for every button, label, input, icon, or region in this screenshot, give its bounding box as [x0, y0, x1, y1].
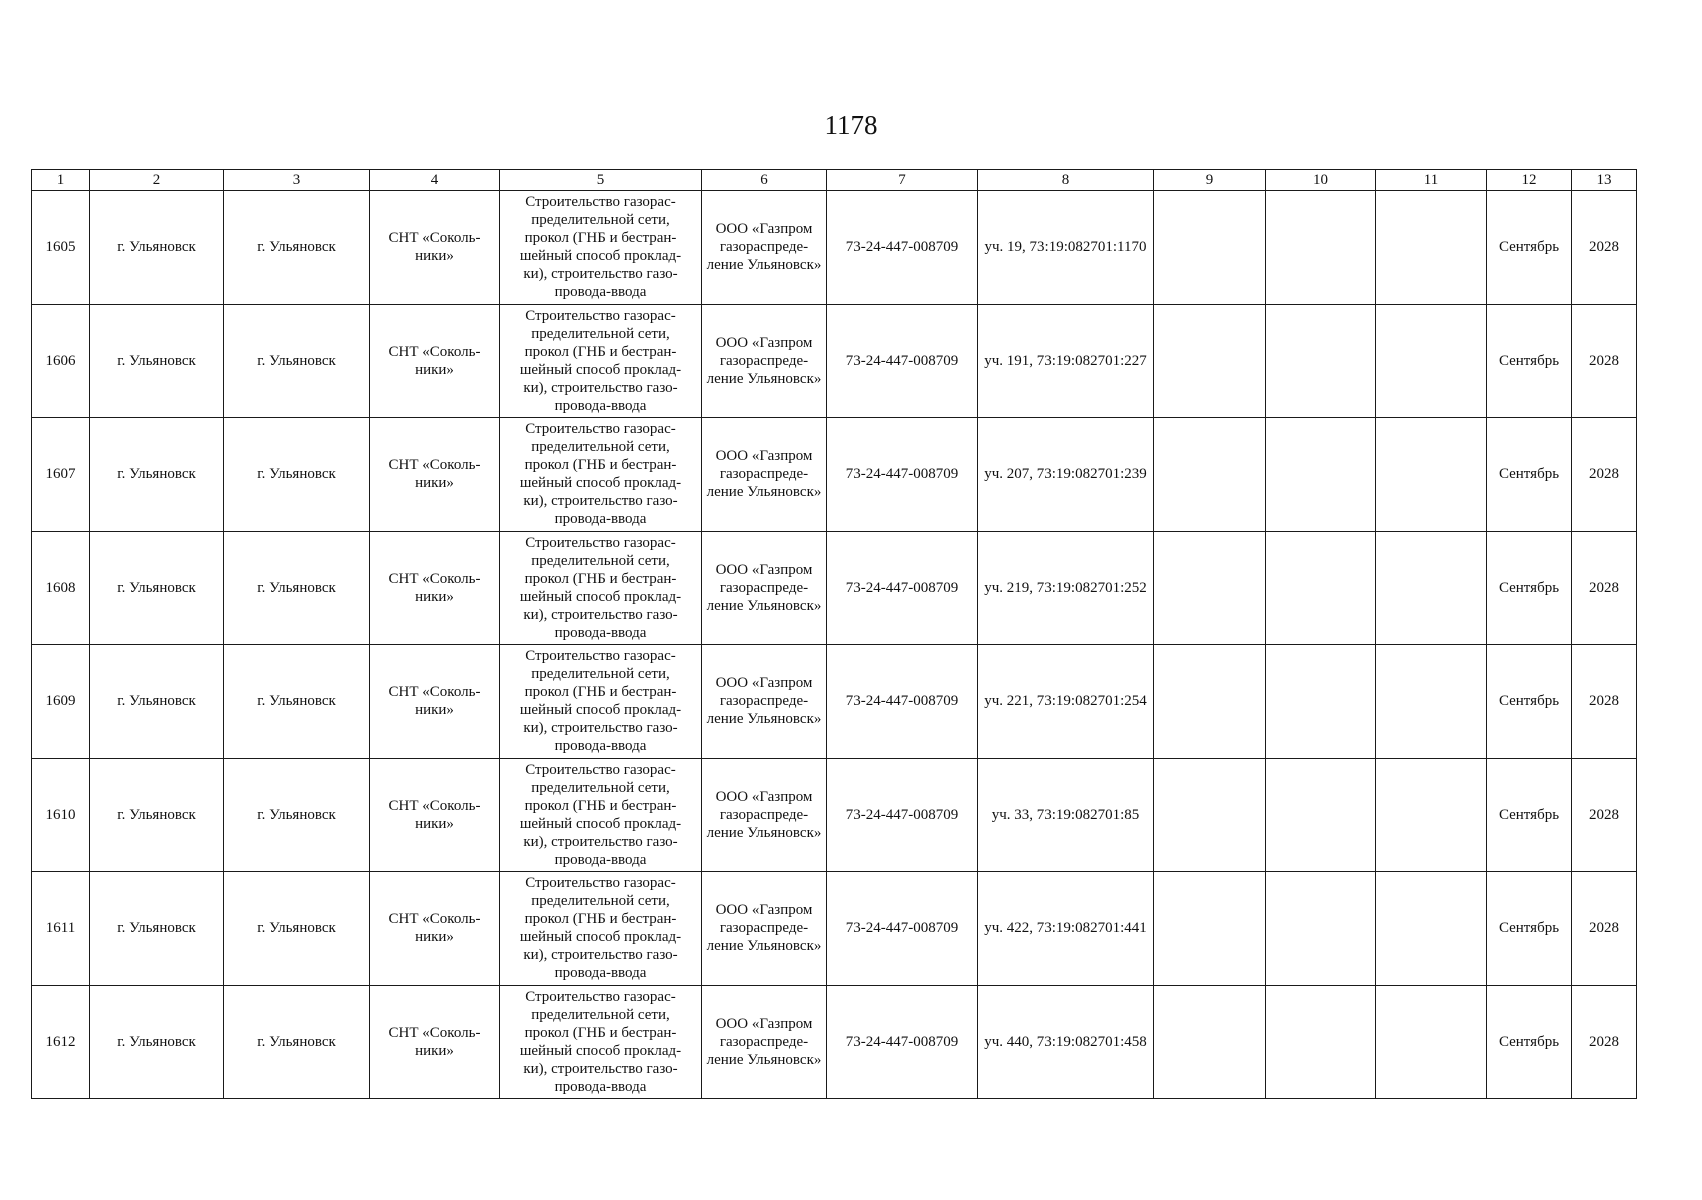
org-line: ление — [706, 370, 744, 387]
parcel-cell — [978, 191, 1154, 305]
parcel-cell — [978, 531, 1154, 645]
snt-line: ники» — [415, 475, 454, 492]
org-line: ООО — [715, 1015, 749, 1032]
parcel-cell — [978, 872, 1154, 986]
parcel-cell — [978, 304, 1154, 418]
work-line: ки), строительство газо- — [523, 379, 678, 396]
org-line: «Газпром — [751, 334, 813, 351]
org-line: ООО — [715, 675, 749, 692]
org-line: газораспреде- — [719, 920, 809, 937]
organization-cell — [702, 645, 827, 759]
year-cell: 2028 — [1572, 985, 1637, 1099]
empty-cell — [1266, 304, 1376, 418]
column-header: 7 — [827, 170, 978, 191]
work-line: провода-ввода — [554, 738, 647, 755]
work-line: провода-ввода — [554, 624, 647, 641]
table-row — [32, 758, 1637, 872]
org-line: Ульяновск» — [747, 711, 822, 728]
column-header: 3 — [224, 170, 370, 191]
empty-cell — [1154, 531, 1266, 645]
organization-cell — [702, 191, 827, 305]
municipality-cell: г. Ульяновск — [90, 758, 224, 872]
work-line: прокол (ГНБ и бестран- — [524, 343, 677, 360]
municipality-cell: г. Ульяновск — [90, 985, 224, 1099]
work-line: пределительной сети, — [531, 779, 670, 796]
column-header: 9 — [1154, 170, 1266, 191]
snt-cell — [370, 872, 500, 986]
org-line: ление — [706, 257, 744, 274]
work-line: ки), строительство газо- — [523, 947, 678, 964]
object-code-cell: 73-24-447-008709 — [827, 304, 978, 418]
empty-cell — [1154, 872, 1266, 986]
org-line: газораспреде- — [719, 693, 809, 710]
parcel-cell — [978, 418, 1154, 532]
snt-line: ники» — [415, 702, 454, 719]
org-line: Ульяновск» — [747, 1051, 822, 1068]
work-line: пределительной сети, — [531, 552, 670, 569]
snt-line: СНТ «Соколь- — [388, 230, 481, 247]
table-body — [32, 191, 1637, 1099]
year-cell: 2028 — [1572, 758, 1637, 872]
object-code-cell: 73-24-447-008709 — [827, 872, 978, 986]
table-row — [32, 645, 1637, 759]
snt-cell — [370, 758, 500, 872]
snt-line: СНТ «Соколь- — [388, 343, 481, 360]
settlement-cell: г. Ульяновск — [224, 645, 370, 759]
org-line: газораспреде- — [719, 239, 809, 256]
parcel-line: уч. 221, — [984, 693, 1034, 710]
month-cell: Сентябрь — [1487, 985, 1572, 1099]
work-line: пределительной сети, — [531, 439, 670, 456]
org-line: Ульяновск» — [747, 257, 822, 274]
column-header: 5 — [500, 170, 702, 191]
empty-cell — [1376, 872, 1487, 986]
work-line: Строительство газорас- — [525, 534, 676, 551]
work-line: ки), строительство газо- — [523, 266, 678, 283]
snt-line: СНТ «Соколь- — [388, 457, 481, 474]
work-line: прокол (ГНБ и бестран- — [524, 684, 677, 701]
work-line: провода-ввода — [554, 397, 647, 414]
parcel-cell — [978, 645, 1154, 759]
org-line: ООО — [715, 221, 749, 238]
empty-cell — [1154, 985, 1266, 1099]
work-line: Строительство газорас- — [525, 875, 676, 892]
header-row — [32, 170, 1637, 191]
org-line: газораспреде- — [719, 352, 809, 369]
municipality-cell: г. Ульяновск — [90, 645, 224, 759]
org-line: ООО — [715, 561, 749, 578]
work-line: пределительной сети, — [531, 1006, 670, 1023]
column-header: 1 — [32, 170, 90, 191]
snt-line: ники» — [415, 929, 454, 946]
organization-cell — [702, 758, 827, 872]
parcel-line: уч. 422, — [984, 920, 1034, 937]
work-description-cell — [500, 872, 702, 986]
work-line: Строительство газорас- — [525, 761, 676, 778]
org-line: газораспреде- — [719, 1033, 809, 1050]
work-line: прокол (ГНБ и бестран- — [524, 1024, 677, 1041]
year-cell: 2028 — [1572, 531, 1637, 645]
table-row — [32, 985, 1637, 1099]
empty-cell — [1376, 758, 1487, 872]
org-line: Ульяновск» — [747, 824, 822, 841]
object-code-cell: 73-24-447-008709 — [827, 531, 978, 645]
work-line: Строительство газорас- — [525, 307, 676, 324]
work-line: пределительной сети, — [531, 666, 670, 683]
work-line: шейный способ проклад- — [519, 361, 682, 378]
work-line: ки), строительство газо- — [523, 720, 678, 737]
empty-cell — [1266, 191, 1376, 305]
object-code-cell: 73-24-447-008709 — [827, 191, 978, 305]
row-number: 1610 — [32, 758, 90, 872]
snt-line: ники» — [415, 248, 454, 265]
work-line: прокол (ГНБ и бестран- — [524, 797, 677, 814]
parcel-cell — [978, 758, 1154, 872]
year-cell: 2028 — [1572, 418, 1637, 532]
snt-line: СНТ «Соколь- — [388, 911, 481, 928]
empty-cell — [1376, 304, 1487, 418]
org-line: «Газпром — [751, 902, 813, 919]
org-line: ление — [706, 1051, 744, 1068]
org-line: «Газпром — [751, 675, 813, 692]
snt-line: ники» — [415, 361, 454, 378]
table-row — [32, 872, 1637, 986]
org-line: ООО — [715, 902, 749, 919]
month-cell: Сентябрь — [1487, 758, 1572, 872]
row-number: 1612 — [32, 985, 90, 1099]
org-line: «Газпром — [751, 448, 813, 465]
work-description-cell — [500, 985, 702, 1099]
settlement-cell: г. Ульяновск — [224, 418, 370, 532]
row-number: 1609 — [32, 645, 90, 759]
column-header: 12 — [1487, 170, 1572, 191]
month-cell: Сентябрь — [1487, 872, 1572, 986]
work-line: шейный способ проклад- — [519, 475, 682, 492]
parcel-line: 73:19:082701:252 — [1036, 579, 1147, 596]
work-line: Строительство газорас- — [525, 988, 676, 1005]
empty-cell — [1376, 191, 1487, 305]
column-header: 4 — [370, 170, 500, 191]
snt-line: СНТ «Соколь- — [388, 684, 481, 701]
work-line: Строительство газорас- — [525, 648, 676, 665]
org-line: ление — [706, 597, 744, 614]
table-row — [32, 418, 1637, 532]
org-line: «Газпром — [751, 221, 813, 238]
work-line: прокол (ГНБ и бестран- — [524, 570, 677, 587]
parcel-line: уч. 219, — [984, 579, 1034, 596]
parcel-line: 73:19:082701:441 — [1036, 920, 1147, 937]
work-line: провода-ввода — [554, 851, 647, 868]
work-description-cell — [500, 531, 702, 645]
parcel-line: 73:19:082701:1170 — [1029, 239, 1147, 256]
work-line: шейный способ проклад- — [519, 1042, 682, 1059]
empty-cell — [1154, 758, 1266, 872]
work-line: провода-ввода — [554, 1078, 647, 1095]
work-line: шейный способ проклад- — [519, 929, 682, 946]
org-line: ООО — [715, 334, 749, 351]
row-number: 1608 — [32, 531, 90, 645]
month-cell: Сентябрь — [1487, 304, 1572, 418]
row-number: 1606 — [32, 304, 90, 418]
snt-cell — [370, 191, 500, 305]
empty-cell — [1376, 645, 1487, 759]
work-line: Строительство газорас- — [525, 194, 676, 211]
work-line: пределительной сети, — [531, 325, 670, 342]
work-line: прокол (ГНБ и бестран- — [524, 457, 677, 474]
parcel-line: уч. 191, — [984, 352, 1034, 369]
object-code-cell: 73-24-447-008709 — [827, 985, 978, 1099]
municipality-cell: г. Ульяновск — [90, 418, 224, 532]
page-number: 1178 — [824, 110, 878, 140]
year-cell: 2028 — [1572, 872, 1637, 986]
org-line: ление — [706, 938, 744, 955]
year-cell: 2028 — [1572, 645, 1637, 759]
work-description-cell — [500, 758, 702, 872]
org-line: газораспреде- — [719, 806, 809, 823]
row-number: 1607 — [32, 418, 90, 532]
empty-cell — [1266, 531, 1376, 645]
empty-cell — [1154, 418, 1266, 532]
parcel-line: 73:19:082701:458 — [1036, 1033, 1147, 1050]
column-header: 13 — [1572, 170, 1637, 191]
parcel-line: 73:19:082701:254 — [1036, 693, 1147, 710]
column-header: 2 — [90, 170, 224, 191]
empty-cell — [1266, 645, 1376, 759]
table-row — [32, 191, 1637, 305]
row-number: 1605 — [32, 191, 90, 305]
org-line: газораспреде- — [719, 579, 809, 596]
snt-cell — [370, 985, 500, 1099]
parcel-line: уч. 440, — [984, 1033, 1034, 1050]
organization-cell — [702, 985, 827, 1099]
year-cell: 2028 — [1572, 191, 1637, 305]
municipality-cell: г. Ульяновск — [90, 531, 224, 645]
org-line: ООО — [715, 448, 749, 465]
work-description-cell — [500, 304, 702, 418]
work-line: прокол (ГНБ и бестран- — [524, 911, 677, 928]
parcel-line: 73:19:082701:239 — [1036, 466, 1147, 483]
object-code-cell: 73-24-447-008709 — [827, 418, 978, 532]
org-line: Ульяновск» — [747, 597, 822, 614]
work-line: пределительной сети, — [531, 893, 670, 910]
snt-line: СНТ «Соколь- — [388, 797, 481, 814]
snt-cell — [370, 645, 500, 759]
empty-cell — [1154, 191, 1266, 305]
empty-cell — [1266, 758, 1376, 872]
work-line: шейный способ проклад- — [519, 815, 682, 832]
row-number: 1611 — [32, 872, 90, 986]
year-cell: 2028 — [1572, 304, 1637, 418]
work-line: шейный способ проклад- — [519, 588, 682, 605]
empty-cell — [1266, 985, 1376, 1099]
snt-line: СНТ «Соколь- — [388, 1024, 481, 1041]
municipality-cell: г. Ульяновск — [90, 872, 224, 986]
municipality-cell: г. Ульяновск — [90, 191, 224, 305]
column-header: 6 — [702, 170, 827, 191]
snt-cell — [370, 418, 500, 532]
snt-line: ники» — [415, 1042, 454, 1059]
empty-cell — [1266, 872, 1376, 986]
object-code-cell: 73-24-447-008709 — [827, 645, 978, 759]
table-row — [32, 304, 1637, 418]
work-line: провода-ввода — [554, 965, 647, 982]
empty-cell — [1376, 418, 1487, 532]
month-cell: Сентябрь — [1487, 191, 1572, 305]
month-cell: Сентябрь — [1487, 531, 1572, 645]
empty-cell — [1154, 645, 1266, 759]
work-line: ки), строительство газо- — [523, 606, 678, 623]
column-header: 10 — [1266, 170, 1376, 191]
parcel-line: 73:19:082701:85 — [1036, 806, 1140, 823]
org-line: Ульяновск» — [747, 484, 822, 501]
work-line: провода-ввода — [554, 284, 647, 301]
snt-line: СНТ «Соколь- — [388, 570, 481, 587]
empty-cell — [1376, 531, 1487, 645]
organization-cell — [702, 531, 827, 645]
work-line: ки), строительство газо- — [523, 833, 678, 850]
organization-cell — [702, 418, 827, 532]
empty-cell — [1154, 304, 1266, 418]
org-line: «Газпром — [751, 1015, 813, 1032]
org-line: ление — [706, 484, 744, 501]
work-description-cell — [500, 645, 702, 759]
org-line: ООО — [715, 788, 749, 805]
organization-cell — [702, 872, 827, 986]
settlement-cell: г. Ульяновск — [224, 872, 370, 986]
organization-cell — [702, 304, 827, 418]
work-description-cell — [500, 191, 702, 305]
parcel-line: уч. 33, — [991, 806, 1034, 823]
settlement-cell: г. Ульяновск — [224, 531, 370, 645]
snt-cell — [370, 304, 500, 418]
work-line: шейный способ проклад- — [519, 702, 682, 719]
snt-line: ники» — [415, 588, 454, 605]
empty-cell — [1266, 418, 1376, 532]
settlement-cell: г. Ульяновск — [224, 985, 370, 1099]
org-line: «Газпром — [751, 788, 813, 805]
snt-cell — [370, 531, 500, 645]
parcel-line: уч. 19, — [984, 239, 1026, 256]
work-line: ки), строительство газо- — [523, 1060, 678, 1077]
object-code-cell: 73-24-447-008709 — [827, 758, 978, 872]
settlement-cell: г. Ульяновск — [224, 758, 370, 872]
work-line: Строительство газорас- — [525, 421, 676, 438]
work-line: шейный способ проклад- — [519, 248, 682, 265]
month-cell: Сентябрь — [1487, 418, 1572, 532]
column-header: 11 — [1376, 170, 1487, 191]
org-line: Ульяновск» — [747, 938, 822, 955]
org-line: газораспреде- — [719, 466, 809, 483]
column-header: 8 — [978, 170, 1154, 191]
registry-table — [31, 169, 1637, 1099]
work-line: прокол (ГНБ и бестран- — [524, 230, 677, 247]
parcel-cell — [978, 985, 1154, 1099]
month-cell: Сентябрь — [1487, 645, 1572, 759]
parcel-line: 73:19:082701:227 — [1036, 352, 1147, 369]
table-row — [32, 531, 1637, 645]
org-line: Ульяновск» — [747, 370, 822, 387]
work-line: пределительной сети, — [531, 212, 670, 229]
empty-cell — [1376, 985, 1487, 1099]
snt-line: ники» — [415, 815, 454, 832]
work-line: ки), строительство газо- — [523, 493, 678, 510]
work-description-cell — [500, 418, 702, 532]
work-line: провода-ввода — [554, 511, 647, 528]
org-line: «Газпром — [751, 561, 813, 578]
settlement-cell: г. Ульяновск — [224, 304, 370, 418]
parcel-line: уч. 207, — [984, 466, 1034, 483]
org-line: ление — [706, 824, 744, 841]
municipality-cell: г. Ульяновск — [90, 304, 224, 418]
org-line: ление — [706, 711, 744, 728]
settlement-cell: г. Ульяновск — [224, 191, 370, 305]
